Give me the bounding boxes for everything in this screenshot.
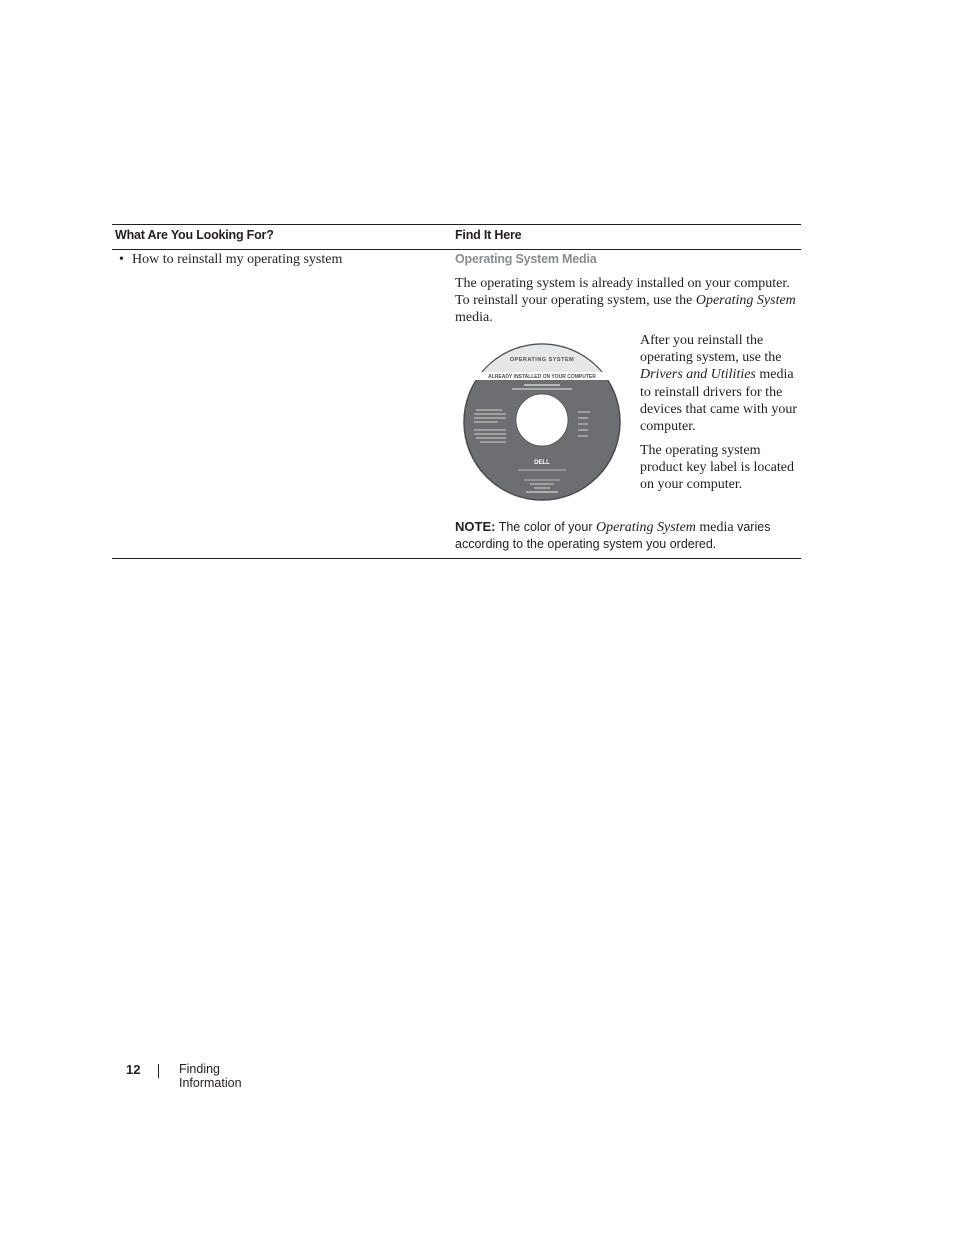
header-looking-for: What Are You Looking For? [115, 228, 274, 242]
footer-section-title: Finding Information [179, 1062, 242, 1090]
paragraph-drivers-emphasis: Drivers and Utilities [640, 367, 756, 383]
paragraph-intro-emphasis: Operating System [695, 293, 796, 308]
note-text-a: The color of your [495, 520, 596, 534]
table-bottom-rule [112, 558, 801, 559]
operating-system-disc-image [462, 342, 622, 502]
paragraph-drivers-text-b: media to reinstall drivers for the devices that came with your computer. [640, 367, 798, 435]
table-header-rule [112, 249, 801, 250]
list-item-text: How to reinstall my operating system [132, 252, 343, 267]
paragraph-drivers [640, 332, 800, 435]
page-number: 12 [126, 1062, 141, 1077]
header-find-it-here: Find It Here [455, 228, 522, 242]
footer-separator [158, 1064, 159, 1078]
disc-band-label: ALREADY INSTALLED ON YOUR COMPUTER [488, 374, 596, 380]
note-label: NOTE: [455, 519, 496, 534]
table-top-rule [112, 224, 801, 225]
paragraph-drivers-text-a: After you reinstall the operating system, use the [640, 333, 782, 366]
note-text-c: varies according to the operating system you ordered. [455, 520, 771, 551]
note-text-b: media [695, 520, 734, 535]
bullet: • [119, 252, 124, 267]
disc-arc-label: OPERATING SYSTEM [509, 357, 575, 363]
dell-logo: DELL [534, 460, 550, 466]
paragraph-intro [455, 275, 801, 326]
note [455, 518, 801, 553]
list-item [119, 251, 342, 268]
paragraph-intro-text-b: media. [455, 310, 493, 325]
disc-hole [516, 394, 568, 446]
paragraph-product-key: The operating system product key label is located on your computer. [640, 443, 794, 493]
paragraph-intro-text-a: The operating system is already installed on your computer. To reinstall your operating system, use the [455, 276, 790, 308]
note-emphasis: Operating System [595, 520, 696, 535]
section-title: Operating System Media [455, 252, 597, 266]
